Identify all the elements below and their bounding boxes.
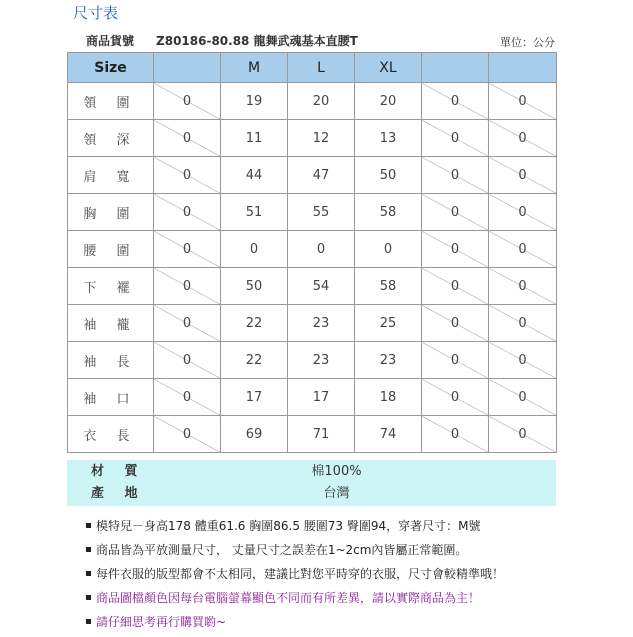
- table-cell: 0: [422, 379, 489, 416]
- table-cell: 0: [154, 268, 221, 305]
- row-label: 下 襬: [68, 268, 154, 305]
- table-cell: 0: [154, 342, 221, 379]
- table-cell: 23: [288, 342, 355, 379]
- table-cell: 44: [221, 157, 288, 194]
- page-title: 尺寸表: [73, 4, 119, 22]
- table-cell: 0: [154, 379, 221, 416]
- row-label: 袖 長: [68, 342, 154, 379]
- material-label: 材 質: [91, 464, 146, 479]
- note-text: 每件衣服的版型都會不太相同，建議比對您平時穿的衣服，尺寸會較精準哦！: [96, 567, 505, 581]
- table-cell: 11: [221, 120, 288, 157]
- row-label: 腰 圍: [68, 231, 154, 268]
- table-cell: 51: [221, 194, 288, 231]
- table-cell: 0: [489, 83, 557, 120]
- note-item: [86, 541, 504, 565]
- header-l: L: [288, 53, 355, 83]
- row-label: 領 圍: [68, 83, 154, 120]
- table-cell: 18: [355, 379, 422, 416]
- table-cell: 13: [355, 120, 422, 157]
- table-cell: 0: [489, 342, 557, 379]
- table-cell: 0: [422, 305, 489, 342]
- table-cell: 0: [489, 231, 557, 268]
- unit-label: 單位：公分: [500, 36, 555, 49]
- table-cell: 17: [221, 379, 288, 416]
- table-row: [68, 83, 557, 120]
- table-row: [68, 194, 557, 231]
- table-cell: 0: [422, 268, 489, 305]
- table-cell: 19: [221, 83, 288, 120]
- table-cell: 58: [355, 268, 422, 305]
- table-cell: 0: [154, 83, 221, 120]
- row-label: 衣 長: [68, 416, 154, 453]
- table-cell: 0: [221, 231, 288, 268]
- origin-value: 台灣: [323, 486, 350, 501]
- row-label: 袖 口: [68, 379, 154, 416]
- table-cell: 0: [355, 231, 422, 268]
- table-cell: 47: [288, 157, 355, 194]
- table-cell: 23: [288, 305, 355, 342]
- table-cell: 0: [489, 379, 557, 416]
- bullet-square-icon: [86, 523, 91, 528]
- note-text: 商品圖檔顏色因每台電腦螢幕顯色不同而有所差異，請以實際商品為主！: [96, 591, 481, 605]
- table-cell: 50: [355, 157, 422, 194]
- note-text: 請仔細思考再行購買喲~: [96, 615, 227, 629]
- note-item: [86, 613, 504, 637]
- table-cell: 0: [422, 416, 489, 453]
- table-cell: 69: [221, 416, 288, 453]
- size-table: [67, 52, 557, 453]
- table-cell: 0: [154, 305, 221, 342]
- bullet-square-icon: [86, 547, 91, 552]
- table-row: [68, 157, 557, 194]
- note-item: [86, 589, 504, 613]
- product-line: [86, 32, 358, 49]
- table-cell: 0: [489, 194, 557, 231]
- material-value: 棉100%: [311, 464, 362, 479]
- row-label: 胸 圍: [68, 194, 154, 231]
- bullet-square-icon: [86, 595, 91, 600]
- table-row: [68, 416, 557, 453]
- table-cell: 71: [288, 416, 355, 453]
- table-cell: 0: [154, 157, 221, 194]
- table-cell: 58: [355, 194, 422, 231]
- table-row: [68, 231, 557, 268]
- table-cell: 55: [288, 194, 355, 231]
- bullet-square-icon: [86, 619, 91, 624]
- table-row: [68, 120, 557, 157]
- origin-row: [67, 483, 556, 505]
- table-cell: 50: [221, 268, 288, 305]
- table-cell: 0: [489, 416, 557, 453]
- table-cell: 22: [221, 342, 288, 379]
- header-blank-6: [489, 53, 557, 83]
- table-cell: 0: [422, 157, 489, 194]
- header-size: Size: [68, 53, 154, 83]
- table-cell: 0: [154, 231, 221, 268]
- table-row: [68, 342, 557, 379]
- table-cell: 23: [355, 342, 422, 379]
- note-item: [86, 517, 504, 541]
- info-box: [67, 460, 556, 506]
- table-cell: 25: [355, 305, 422, 342]
- table-cell: 0: [422, 83, 489, 120]
- table-cell: 0: [489, 305, 557, 342]
- note-text: 商品皆為平放測量尺寸， 丈量尺寸之誤差在1~2cm內皆屬正常範圍。: [96, 543, 468, 557]
- table-header-row: [68, 53, 557, 83]
- row-label: 領 深: [68, 120, 154, 157]
- material-row: [67, 461, 556, 483]
- table-cell: 20: [355, 83, 422, 120]
- header-xl: XL: [355, 53, 422, 83]
- header-m: M: [221, 53, 288, 83]
- table-cell: 54: [288, 268, 355, 305]
- table-cell: 22: [221, 305, 288, 342]
- notes-list: [86, 517, 504, 637]
- table-cell: 0: [154, 120, 221, 157]
- table-cell: 0: [422, 120, 489, 157]
- row-label: 袖 襱: [68, 305, 154, 342]
- table-cell: 0: [489, 157, 557, 194]
- header-blank-1: [154, 53, 221, 83]
- product-code-label: 商品貨號: [86, 34, 135, 48]
- table-cell: 74: [355, 416, 422, 453]
- table-cell: 12: [288, 120, 355, 157]
- origin-label: 產 地: [91, 486, 146, 501]
- table-cell: 0: [154, 194, 221, 231]
- note-text: 模特兒－身高178 體重61.6 胸圍86.5 腰圍73 臀圍94，穿著尺寸：M號: [96, 519, 481, 533]
- row-label: 肩 寬: [68, 157, 154, 194]
- bullet-square-icon: [86, 571, 91, 576]
- table-row: [68, 379, 557, 416]
- table-cell: 17: [288, 379, 355, 416]
- table-cell: 0: [288, 231, 355, 268]
- note-item: [86, 565, 504, 589]
- table-row: [68, 268, 557, 305]
- table-cell: 0: [422, 342, 489, 379]
- table-cell: 0: [422, 231, 489, 268]
- table-row: [68, 305, 557, 342]
- table-cell: 20: [288, 83, 355, 120]
- table-cell: 0: [154, 416, 221, 453]
- product-code: Z80186-80.88 龍舞武魂基本直腰T: [156, 34, 358, 48]
- table-cell: 0: [422, 194, 489, 231]
- table-cell: 0: [489, 268, 557, 305]
- table-cell: 0: [489, 120, 557, 157]
- header-blank-5: [422, 53, 489, 83]
